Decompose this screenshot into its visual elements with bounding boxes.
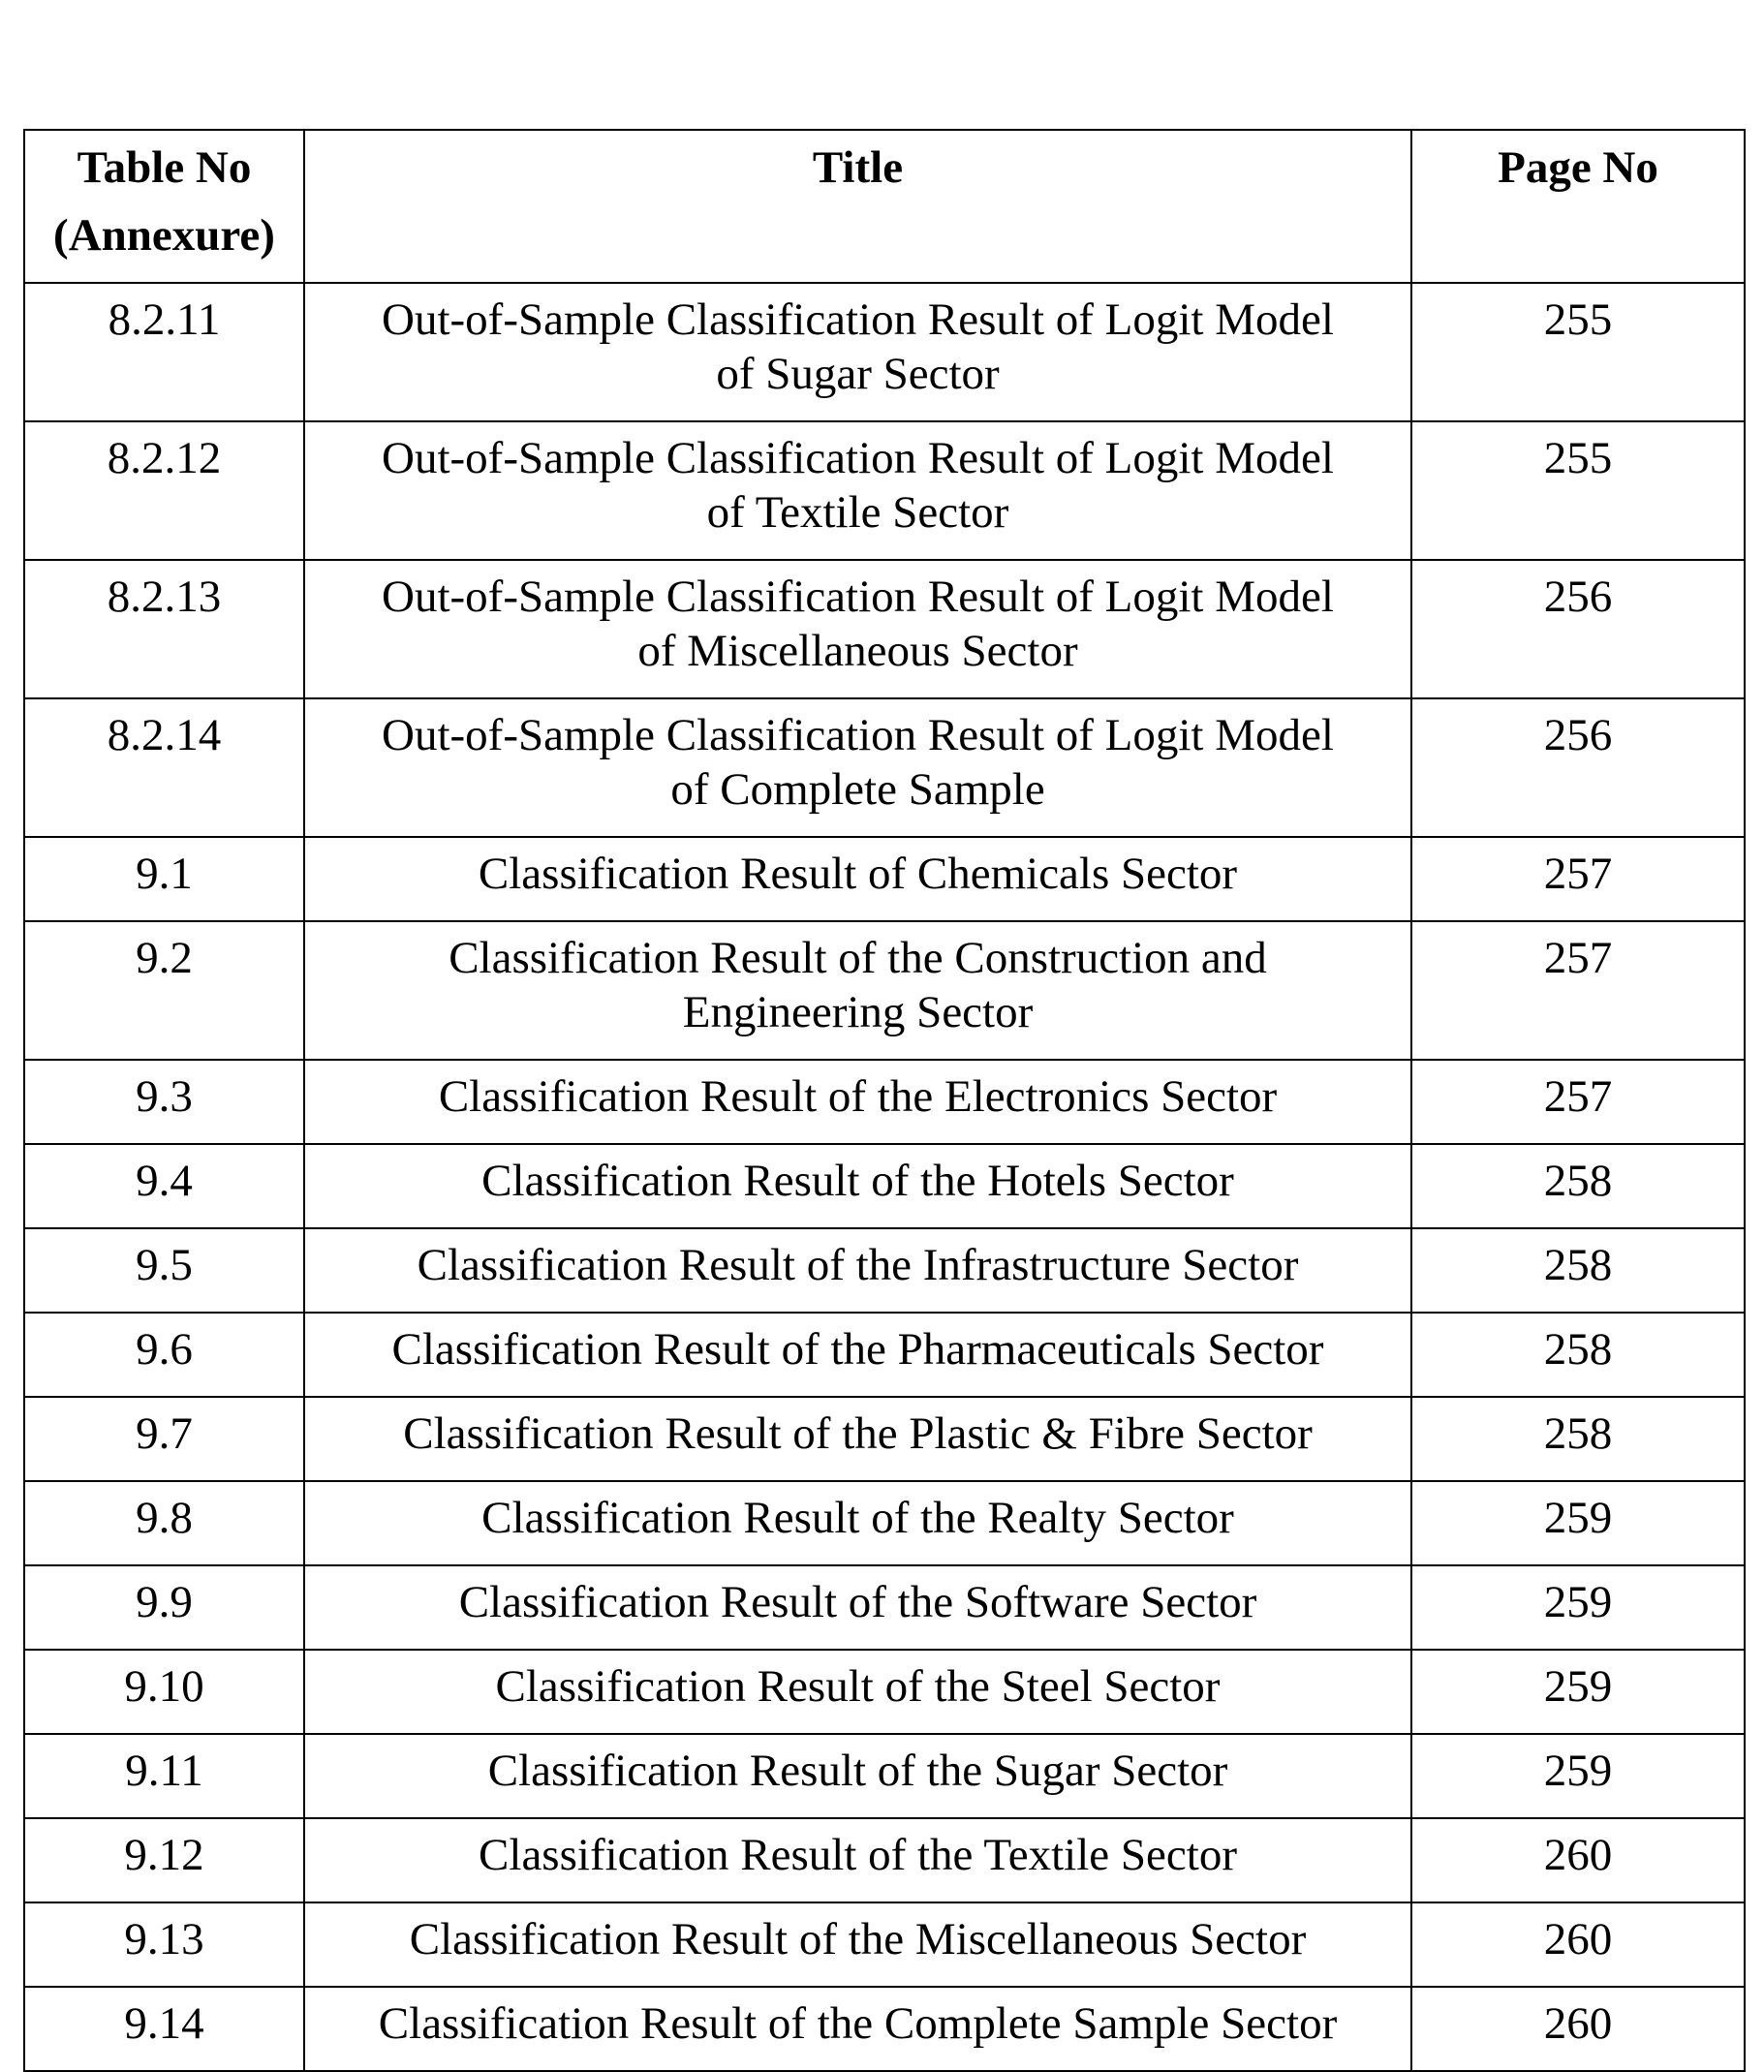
table-title-cell [304, 1650, 1411, 1734]
table-title-cell [304, 1565, 1411, 1650]
table-title-cell [304, 1902, 1411, 1987]
table-title-line: of Complete Sample [670, 764, 1045, 815]
table-number-cell: 9.5 [24, 1228, 304, 1313]
table-number-cell: 9.12 [24, 1818, 304, 1902]
table-number-cell: 8.2.14 [24, 698, 304, 837]
page-number-cell: 256 [1411, 698, 1745, 837]
table-title-cell [304, 1144, 1411, 1228]
table-row [24, 1228, 1745, 1313]
page-number-cell: 259 [1411, 1734, 1745, 1818]
table-title-line: of Miscellaneous Sector [637, 626, 1078, 676]
table-title-line: Classification Result of the Sugar Sector [487, 1746, 1228, 1796]
table-row [24, 1481, 1745, 1565]
table-title-line: Engineering Sector [682, 987, 1034, 1037]
table-title-line: Classification Result of the Software Sector [458, 1577, 1257, 1627]
page-number-cell: 258 [1411, 1228, 1745, 1313]
table-number-cell: 9.10 [24, 1650, 304, 1734]
table-row [24, 698, 1745, 837]
page-number-cell: 257 [1411, 1060, 1745, 1144]
table-title-cell [304, 1734, 1411, 1818]
table-number-cell: 9.13 [24, 1902, 304, 1987]
table-number-cell: 9.6 [24, 1313, 304, 1397]
table-title-cell [304, 1987, 1411, 2071]
table-title-line: Classification Result of the Steel Sector [495, 1661, 1221, 1712]
table-title-cell [304, 921, 1411, 1060]
table-number-cell: 9.3 [24, 1060, 304, 1144]
header-title: Title [304, 130, 1411, 283]
table-row [24, 1818, 1745, 1902]
table-row [24, 921, 1745, 1060]
table-title-cell [304, 837, 1411, 921]
table-title-line: Classification Result of the Pharmaceuticals Sector [391, 1324, 1324, 1375]
table-number-cell: 9.8 [24, 1481, 304, 1565]
page-number-cell: 260 [1411, 1987, 1745, 2071]
table-row [24, 1734, 1745, 1818]
page-number-cell: 257 [1411, 837, 1745, 921]
table-title-line: Classification Result of the Plastic & Fibre Sector [403, 1408, 1313, 1459]
header-table-no-line2: (Annexure) [53, 210, 275, 261]
header-row [24, 130, 1745, 283]
table-title-line: Classification Result of the Hotels Sector [481, 1156, 1234, 1206]
table-number-cell: 8.2.11 [24, 283, 304, 421]
table-number-cell: 9.9 [24, 1565, 304, 1650]
table-number-cell: 9.4 [24, 1144, 304, 1228]
table-row [24, 283, 1745, 421]
table-title-line: of Sugar Sector [716, 349, 1000, 399]
list-of-tables [23, 129, 1746, 2072]
table-number-cell: 9.14 [24, 1987, 304, 2071]
page-number-cell: 259 [1411, 1650, 1745, 1734]
page-number-cell: 258 [1411, 1144, 1745, 1228]
page-number-cell: 255 [1411, 421, 1745, 560]
page-number-cell: 259 [1411, 1481, 1745, 1565]
table-number-cell: 9.2 [24, 921, 304, 1060]
table-title-cell [304, 1818, 1411, 1902]
page-number-cell: 259 [1411, 1565, 1745, 1650]
table-title-cell [304, 283, 1411, 421]
table-title-line: Classification Result of Chemicals Sector [478, 849, 1238, 899]
table-body [24, 283, 1745, 2071]
page-number-cell: 256 [1411, 560, 1745, 698]
header-page-no: Page No [1411, 130, 1745, 283]
table-row [24, 1060, 1745, 1144]
table-title-line: Out-of-Sample Classification Result of Logit Model [382, 710, 1334, 760]
page-number-cell: 260 [1411, 1818, 1745, 1902]
table-title-line: Classification Result of the Miscellaneous Sector [409, 1914, 1307, 1964]
table-title-line: Classification Result of the Infrastructure Sector [417, 1240, 1299, 1290]
header-table-no-line1: Table No [77, 142, 252, 193]
table-number-cell: 9.7 [24, 1397, 304, 1481]
table-row [24, 421, 1745, 560]
table-row [24, 1987, 1745, 2071]
table-title-cell [304, 1060, 1411, 1144]
page-number-cell: 258 [1411, 1313, 1745, 1397]
table-title-cell [304, 698, 1411, 837]
table-number-cell: 9.1 [24, 837, 304, 921]
table-title-line: Classification Result of the Complete Sample Sector [378, 1998, 1338, 2049]
page-number-cell: 260 [1411, 1902, 1745, 1987]
table-title-cell [304, 1228, 1411, 1313]
table-title-line: Out-of-Sample Classification Result of Logit Model [382, 572, 1334, 622]
table-title-cell [304, 1397, 1411, 1481]
table-title-cell [304, 560, 1411, 698]
table-number-cell: 9.11 [24, 1734, 304, 1818]
table-row [24, 1313, 1745, 1397]
table-number-cell: 8.2.12 [24, 421, 304, 560]
table-title-line: Classification Result of the Construction and [449, 933, 1267, 983]
table-title-line: Out-of-Sample Classification Result of Logit Model [382, 294, 1334, 345]
table-row [24, 560, 1745, 698]
table-title-line: Classification Result of the Realty Sector [481, 1493, 1234, 1543]
table-title-line: of Textile Sector [706, 487, 1009, 538]
header-table-no [24, 130, 304, 283]
table-row [24, 1144, 1745, 1228]
table-row [24, 837, 1745, 921]
table-title-line: Out-of-Sample Classification Result of Logit Model [382, 433, 1334, 483]
page-number-cell: 258 [1411, 1397, 1745, 1481]
table-title-cell [304, 421, 1411, 560]
page-number-cell: 255 [1411, 283, 1745, 421]
table-row [24, 1565, 1745, 1650]
table-row [24, 1650, 1745, 1734]
table-number-cell: 8.2.13 [24, 560, 304, 698]
table-row [24, 1902, 1745, 1987]
table-title-cell [304, 1313, 1411, 1397]
table-title-line: Classification Result of the Electronics Sector [438, 1071, 1278, 1122]
table-row [24, 1397, 1745, 1481]
page-number-cell: 257 [1411, 921, 1745, 1060]
table-title-cell [304, 1481, 1411, 1565]
table-title-line: Classification Result of the Textile Sector [479, 1830, 1237, 1880]
